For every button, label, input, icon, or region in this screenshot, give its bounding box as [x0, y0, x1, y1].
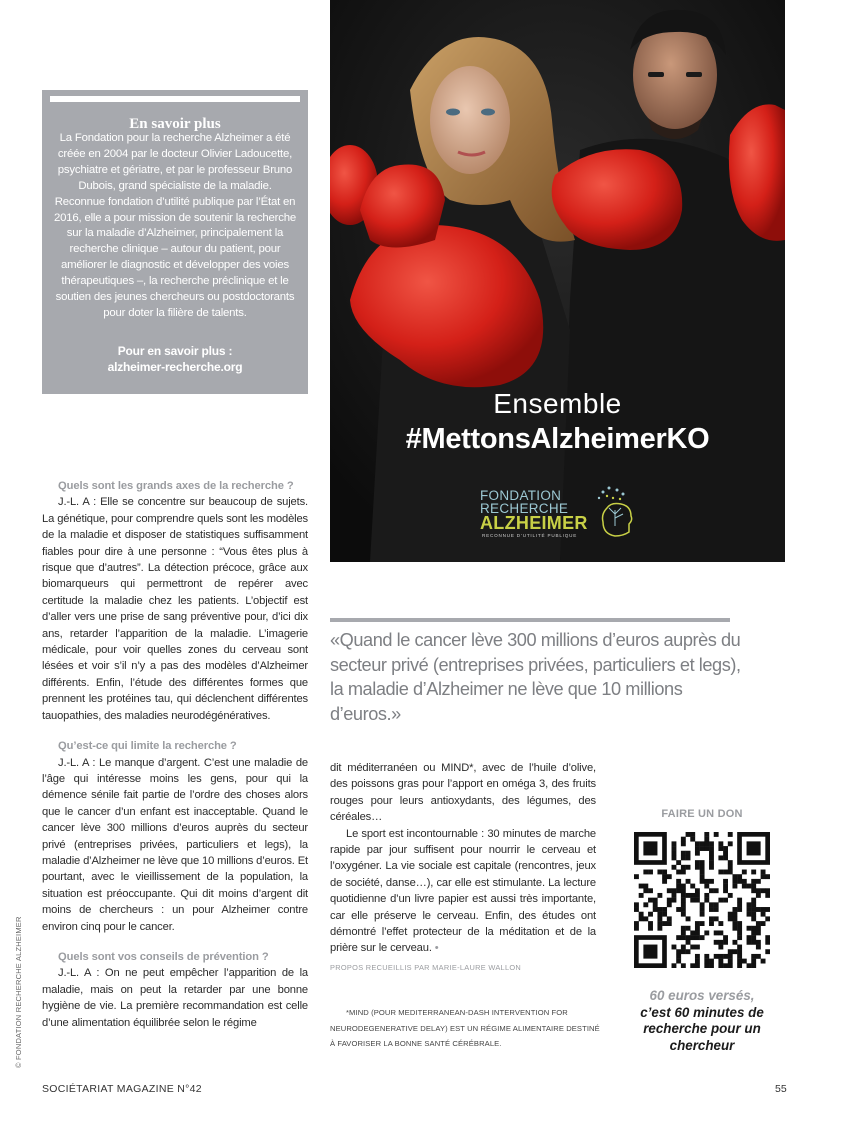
answer-3-text: On ne peut empêcher l’apparition de la maladie, mais on peut la retarder par une bonne hygiène de vie. La première recommandation est celle d’une alimentation équilibrée selon le régime [42, 967, 308, 1029]
answer-1 [42, 494, 308, 724]
paragraph-sport [330, 826, 596, 957]
answer-2 [42, 755, 308, 935]
question-2: Qu’est-ce qui limite la recherche ? [58, 740, 237, 753]
article-column-left [42, 478, 308, 1031]
photo-credit: © FONDATION RECHERCHE ALZHEIMER [14, 916, 23, 1068]
footnote: *MIND (POUR MEDITERRANEAN-DASH INTERVENTION FOR NEURODEGENERATIVE DELAY) EST UN RÉGIME ALIMENTAIRE DESTINÉ À FAVORISER LA BONNE SANTÉ CÉRÉBRALE. [330, 1008, 600, 1048]
fondation-logo [480, 484, 640, 544]
question-1: Quels sont les grands axes de la recherche ? [58, 480, 294, 492]
info-box-top-bar [50, 96, 300, 102]
info-box-body: La Fondation pour la recherche Alzheimer a été créée en 2004 par le docteur Olivier Ladoucette, psychiatre et gériatre, et par le professeur Bruno Dubois, grand spécialiste de la maladie. Reconnue fondation d’utilité publique par l’État en 2016, elle a pour mission de soutenir la recherche sur la maladie d’Alzheimer, principalement la recherche clinique – autour du patient, pour améliorer le diagnostic et développer des voies thérapeutiques –, la recherche préclinique et le soutien des jeunes chercheurs ou postdoctorants pour doter la filière de talents. [54, 132, 297, 319]
info-box-more-label: Pour en savoir plus : [117, 344, 233, 358]
info-box-more [42, 344, 308, 375]
answer-1-text: Elle se concentre sur beaucoup de sujets. La génétique, pour comprendre quels sont les modèles de la maladie et disposer de statistiques suffisamment fiables pour dire à une personne : “Vous êtes plus à risque que d’autres”. La détection précoce, grâce aux biomarqueurs qui permettront de repérer avec certitude la maladie chez les patients. L’objectif est d’aller vers une prise de sang préventive pour, d’ici dix ans, retarder l’apparition de la maladie. L’imagerie médicale, pour voir quelles zones du cerveau sont lésées et voir s’il n’y a pas des modèles d’Alzheimer différents. Enfin, l’étude des différentes formes que prennent les protéines tau, qui déclenchent différentes tauopathies, des maladies neurodégénératives. [42, 496, 308, 722]
page-number: 55 [775, 1083, 787, 1095]
info-box [42, 90, 308, 394]
interview-credit: PROPOS RECUEILLIS PAR MARIE-LAURE WALLON [330, 962, 522, 972]
donation-line-2: c’est 60 minutes de recherche pour un chercheur [640, 1004, 764, 1053]
donation-line-1: 60 euros versés, [649, 988, 755, 1003]
campaign-hashtag: #MettonsAlzheimerKO [405, 423, 710, 455]
answer-2-speaker: J.-L. A : [58, 756, 96, 769]
info-box-title: En savoir plus [129, 116, 221, 132]
boxers-illustration [330, 0, 785, 562]
info-box-more-link[interactable]: alzheimer-recherche.org [107, 359, 243, 374]
answer-1-speaker: J.-L. A : [58, 496, 97, 509]
article-column-right [330, 760, 596, 976]
logo-line-2: RECHERCHE [480, 501, 569, 516]
end-mark: • [431, 942, 439, 955]
campaign-photo [330, 0, 785, 562]
answer-3 [42, 965, 308, 1031]
logo-line-1: FONDATION [480, 488, 562, 503]
question-3: Quels sont vos conseils de prévention ? [58, 950, 269, 963]
answer-2-text: Le manque d’argent. C’est une maladie de l’âge qui intéresse moins les gens, pour qui la démence sénile fait partie de l’ordre des choses alors que le cancer d’un enfant est inacceptable. Quand le cancer lève 300 millions d’euros auprès du secteur privé (entreprises privées, particuliers et legs), la maladie d’Alzheimer ne lève que 10 millions d’euros. Et pourtant, avec le vieillissement de la population, la situation est préoccupante. Qui dit moins d’argent dit moins de chercheurs : un pour Alzheimer contre environ cinq pour le cancer. [42, 756, 309, 933]
paragraph-regime: dit méditerranéen ou MIND*, avec de l’huile d’olive, des poissons gras pour l’apport en oméga 3, des fruits rouges pour leurs antioxydants, des légumes, des céréales… [330, 762, 596, 824]
donation-text [620, 988, 784, 1054]
footer-magazine: SOCIÉTARIAT MAGAZINE N°42 [42, 1083, 202, 1095]
logo-tagline: RECONNUE D’UTILITÉ PUBLIQUE [482, 533, 578, 538]
campaign-line-1: Ensemble [493, 388, 622, 419]
pullquote: «Quand le cancer lève 300 millions d’euros auprès du secteur privé (entreprises privées, particuliers et legs), la maladie d’Alzheimer ne lève que 10 millions d’euros.» [330, 630, 741, 724]
pullquote-rule [330, 618, 730, 622]
donate-title: FAIRE UN DON [661, 808, 743, 820]
tree-head-icon [593, 484, 637, 538]
answer-3-speaker: J.-L. A : [58, 967, 100, 980]
logo-line-3: ALZHEIMER [480, 513, 588, 533]
paragraph-sport-text: Le sport est incontournable : 30 minutes de marche rapide par jour suffisent pour nourrir le cerveau et l’oxygéner. La vie sociale est capitale (rencontres, jeux de société, danse…), car elle est stimulante. La lecture quotidienne d’un livre papier est aussi très importante, car elle préserve le cerveau. Enfin, des études ont démontré l’effet protecteur de la méditation et de la prière sur le cerveau. [330, 827, 596, 955]
donation-qr-code[interactable] [634, 832, 770, 968]
